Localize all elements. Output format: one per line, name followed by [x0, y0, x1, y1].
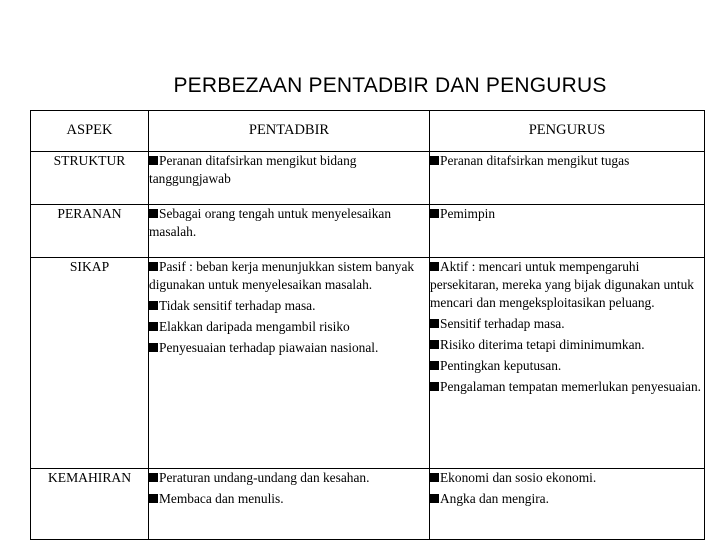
list-item — [149, 339, 429, 360]
list-item — [149, 152, 429, 191]
list-item — [430, 336, 704, 357]
list-item — [149, 297, 429, 318]
list-item-text: Peranan ditafsirkan mengikut bidang tanggungjawab — [149, 153, 357, 186]
list-item-text: Pasif : beban kerja menunjukkan sistem banyak digunakan untuk menyelesaikan masalah. — [149, 259, 415, 292]
list-item — [149, 469, 429, 490]
page-title: PERBEZAAN PENTADBIR DAN PENGURUS — [173, 74, 607, 97]
pengurus-cell-kemahiran — [430, 469, 705, 540]
square-bullet-icon — [149, 301, 158, 310]
square-bullet-icon — [149, 209, 158, 218]
table-header-row — [31, 111, 705, 152]
list-item-text: Elakkan daripada mengambil risiko — [159, 319, 350, 334]
pentadbir-cell-kemahiran — [149, 469, 430, 540]
table-row-kemahiran — [31, 469, 705, 540]
pengurus-cell-struktur — [430, 152, 705, 205]
comparison-table — [30, 110, 705, 540]
list-item — [430, 469, 704, 490]
square-bullet-icon — [149, 343, 158, 352]
square-bullet-icon — [430, 382, 439, 391]
square-bullet-icon — [430, 262, 439, 271]
list-item-text: Ekonomi dan sosio ekonomi. — [440, 470, 597, 485]
list-item — [149, 258, 429, 297]
table-row-struktur — [31, 152, 705, 205]
square-bullet-icon — [430, 340, 439, 349]
list-item — [430, 490, 704, 511]
aspect-cell-kemahiran: KEMAHIRAN — [31, 469, 149, 540]
square-bullet-icon — [149, 156, 158, 165]
list-item-text: Pentingkan keputusan. — [440, 358, 562, 373]
list-item — [149, 318, 429, 339]
list-item — [149, 490, 429, 511]
square-bullet-icon — [430, 156, 439, 165]
square-bullet-icon — [430, 494, 439, 503]
list-item — [430, 205, 704, 226]
square-bullet-icon — [430, 319, 439, 328]
list-item — [430, 258, 704, 315]
list-item-text: Aktif : mencari untuk mempengaruhi persekitaran, mereka yang bijak digunakan untuk mencari dan mengeksploitasikan peluang. — [430, 259, 695, 310]
list-item-text: Tidak sensitif terhadap masa. — [159, 298, 316, 313]
list-item — [430, 357, 704, 378]
pengurus-cell-sikap — [430, 258, 705, 469]
list-item-text: Risiko diterima tetapi diminimumkan. — [440, 337, 645, 352]
list-item-text: Angka dan mengira. — [440, 491, 549, 506]
list-item — [430, 315, 704, 336]
list-item — [430, 152, 704, 173]
square-bullet-icon — [430, 473, 439, 482]
square-bullet-icon — [149, 494, 158, 503]
list-item-text: Pengalaman tempatan memerlukan penyesuaian. — [440, 379, 702, 394]
header-pentadbir: PENTADBIR — [149, 111, 430, 152]
square-bullet-icon — [430, 209, 439, 218]
aspect-cell-peranan: PERANAN — [31, 205, 149, 258]
list-item-text: Peraturan undang-undang dan kesahan. — [159, 470, 370, 485]
list-item — [430, 378, 704, 399]
header-pengurus: PENGURUS — [430, 111, 705, 152]
pengurus-cell-peranan — [430, 205, 705, 258]
list-item-text: Pemimpin — [440, 206, 496, 221]
table-row-sikap — [31, 258, 705, 469]
list-item — [149, 205, 429, 244]
list-item-text: Penyesuaian terhadap piawaian nasional. — [159, 340, 379, 355]
list-item-text: Membaca dan menulis. — [159, 491, 284, 506]
list-item-text: Peranan ditafsirkan mengikut tugas — [440, 153, 630, 168]
square-bullet-icon — [149, 473, 158, 482]
aspect-cell-struktur: STRUKTUR — [31, 152, 149, 205]
pentadbir-cell-struktur — [149, 152, 430, 205]
list-item-text: Sebagai orang tengah untuk menyelesaikan masalah. — [149, 206, 392, 239]
aspect-cell-sikap: SIKAP — [31, 258, 149, 469]
pentadbir-cell-sikap — [149, 258, 430, 469]
square-bullet-icon — [430, 361, 439, 370]
pentadbir-cell-peranan — [149, 205, 430, 258]
header-aspek: ASPEK — [31, 111, 149, 152]
table-row-peranan — [31, 205, 705, 258]
list-item-text: Sensitif terhadap masa. — [440, 316, 565, 331]
square-bullet-icon — [149, 322, 158, 331]
square-bullet-icon — [149, 262, 158, 271]
